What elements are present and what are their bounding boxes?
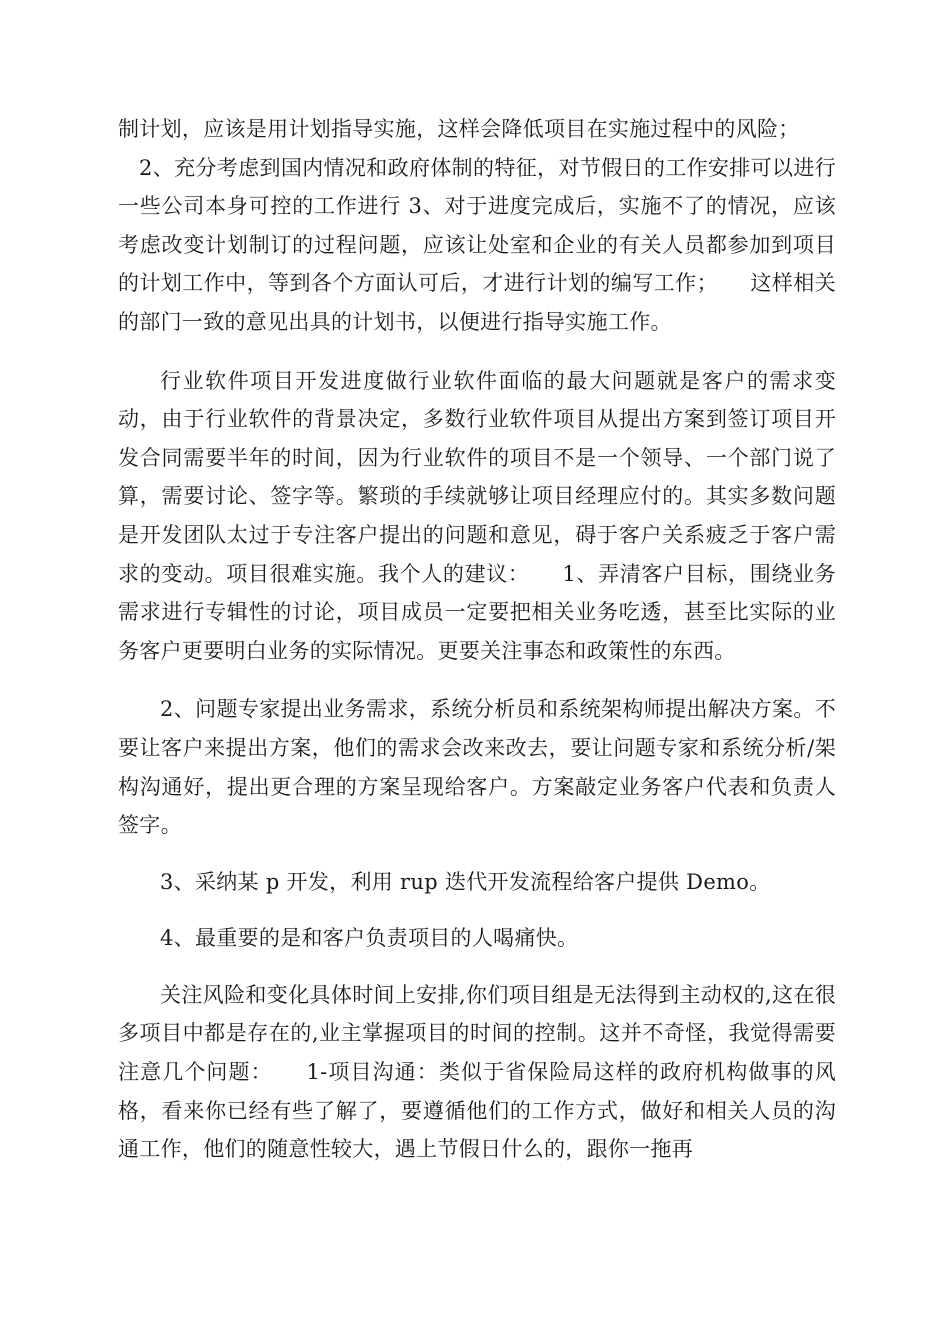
document-page (118, 110, 836, 1169)
paragraph-3: 行业软件项目开发进度做行业软件面临的最大问题就是客户的需求变动，由于行业软件的背景决定，多数行业软件项目从提出方案到签订项目开发合同需要半年的时间，因为行业软件的项目不是一个领导、一个部门说了算，需要讨论、签字等。繁琐的手续就够让项目经理应付的。其实多数问题是开发团队太过于专注客户提出的问题和意见，碍于客户关系疲乏于客户需求的变动。项目很难实施。我个人的建议： 1、弄清客户目标，围绕业务需求进行专辑性的讨论，项目成员一定要把相关业务吃透，甚至比实际的业务客户更要明白业务的实际情况。更要关注事态和政策性的东西。 (118, 368, 836, 663)
paragraph-5: 3、采纳某 p 开发，利用 rup 迭代开发流程给客户提供 Demo。 (160, 869, 771, 894)
paragraph-2: 2、充分考虑到国内情况和政府体制的特征，对节假日的工作安排可以进行一些公司本身可控的工作进行 3、对于进度完成后，实施不了的情况，应该考虑改变计划制订的过程问题，应该让处室和企业的有关人员都参加到项目的计划工作中，等到各个方面认可后，才进行计划的编写工作； 这样相关的部门一致的意见出具的计划书，以便进行指导实施工作。 (118, 155, 836, 334)
paragraph-7: 关注风险和变化具体时间上安排,你们项目组是无法得到主动权的,这在很多项目中都是存在的,业主掌握项目的时间的控制。这并不奇怪，我觉得需要注意几个问题： 1-项目沟通：类似于省保险局这样的政府机构做事的风格，看来你已经有些了解了，要遵循他们的工作方式，做好和相关人员的沟通工作，他们的随意性较大，遇上节假日什么的，跟你一拖再 (118, 982, 836, 1162)
paragraph-4: 2、问题专家提出业务需求，系统分析员和系统架构师提出解决方案。不要让客户来提出方案，他们的需求会改来改去，要让问题专家和系统分析/架构沟通好，提出更合理的方案呈现给客户。方案敲定业务客户代表和负责人签字。 (118, 697, 836, 838)
paragraph-6: 4、最重要的是和客户负责项目的人喝痛快。 (160, 926, 579, 951)
paragraph-1: 制计划，应该是用计划指导实施，这样会降低项目在实施过程中的风险； (118, 117, 800, 141)
